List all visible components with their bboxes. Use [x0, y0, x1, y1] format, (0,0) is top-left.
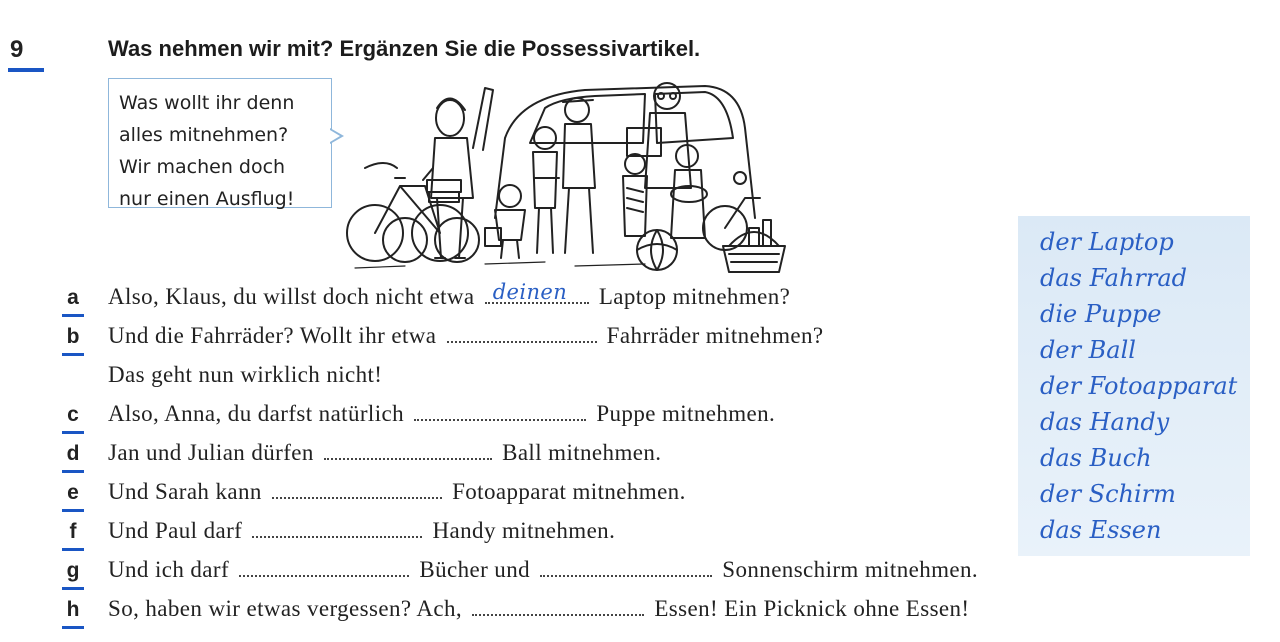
letter-underline	[62, 431, 84, 434]
sentence-part: Fahrräder mitnehmen?	[600, 323, 824, 348]
sentence-letter: e	[67, 481, 79, 504]
word-item: der Laptop	[1040, 228, 1174, 256]
word-list	[1040, 224, 1237, 548]
exercise-title: Was nehmen wir mit? Ergänzen Sie die Possessivartikel.	[108, 36, 701, 61]
sentence-letter: g	[66, 559, 80, 582]
answer-gap[interactable]	[540, 557, 712, 577]
sentence-part: Laptop mitnehmen?	[592, 284, 791, 309]
word-item: die Puppe	[1040, 300, 1162, 328]
sentence-part: Und Paul darf	[108, 518, 249, 543]
word-item: der Ball	[1040, 336, 1136, 364]
answer-gap[interactable]	[252, 518, 422, 538]
handwritten-answer: deinen	[492, 280, 568, 304]
sentence-text	[108, 280, 791, 310]
bubble-line: Was wollt ihr denn	[119, 92, 295, 114]
sentence-letter: a	[67, 286, 79, 309]
answer-gap[interactable]	[414, 401, 586, 421]
sentence-part: Fotoapparat mitnehmen.	[445, 479, 686, 504]
letter-underline	[62, 353, 84, 356]
answer-gap[interactable]	[447, 323, 597, 343]
letter-underline	[62, 548, 84, 551]
sentence-part: Und Sarah kann	[108, 479, 268, 504]
sentence-text: Das geht nun wirklich nicht!	[108, 362, 383, 387]
sentence-text	[108, 323, 823, 349]
letter-underline	[62, 470, 84, 473]
bubble-line: nur einen Ausflug!	[119, 188, 295, 210]
family-car-illustration	[345, 68, 795, 278]
sentence-letter: b	[66, 325, 80, 348]
letter-underline	[62, 314, 84, 317]
sentence-part: Puppe mitnehmen.	[590, 401, 776, 426]
letter-underline	[62, 626, 84, 629]
answer-gap[interactable]	[324, 440, 492, 460]
letter-underline	[62, 587, 84, 590]
answer-gap[interactable]	[472, 596, 644, 616]
bubble-line: alles mitnehmen?	[119, 124, 289, 146]
sentence-text	[108, 518, 615, 544]
sentence-letter: d	[66, 442, 80, 465]
sentence-text	[108, 479, 686, 505]
sentence-part: Handy mitnehmen.	[426, 518, 616, 543]
word-item: das Essen	[1040, 516, 1162, 544]
answer-gap[interactable]	[272, 479, 442, 499]
answer-gap[interactable]	[239, 557, 409, 577]
sentence-part: Und ich darf	[108, 557, 236, 582]
sentence-part: Essen! Ein Picknick ohne Essen!	[648, 596, 970, 621]
sentence-part: Ball mitnehmen.	[495, 440, 662, 465]
answer-gap[interactable]	[485, 280, 589, 304]
sentence-part: Bücher und	[413, 557, 537, 582]
sentence-text	[108, 440, 661, 466]
sentence-text	[108, 557, 978, 583]
sentence-part: Sonnenschirm mitnehmen.	[716, 557, 979, 582]
word-item: der Fotoapparat	[1040, 372, 1238, 400]
word-item: der Schirm	[1040, 480, 1176, 508]
sentence-letter: f	[69, 520, 77, 543]
word-item: das Fahrrad	[1040, 264, 1188, 292]
sentence-part: So, haben wir etwas vergessen? Ach,	[108, 596, 469, 621]
sentence-part: Und die Fahrräder? Wollt ihr etwa	[108, 323, 443, 348]
sentence-part: Also, Anna, du darfst natürlich	[108, 401, 411, 426]
sentence-text	[108, 401, 775, 427]
sentence-text	[108, 596, 970, 622]
word-item: das Buch	[1040, 444, 1152, 472]
sentence-letter: h	[66, 598, 80, 621]
exercise-number: 9	[10, 36, 24, 63]
letter-underline	[62, 509, 84, 512]
bubble-tail-inner	[330, 130, 340, 142]
sentence-part: Jan und Julian dürfen	[108, 440, 320, 465]
speech-bubble	[108, 78, 332, 208]
sentence-part: Also, Klaus, du willst doch nicht etwa	[108, 284, 481, 309]
bubble-line: Wir machen doch	[119, 156, 286, 178]
exercise-number-underline	[8, 68, 44, 72]
word-item: das Handy	[1040, 408, 1170, 436]
sentence-letter: c	[67, 403, 79, 426]
